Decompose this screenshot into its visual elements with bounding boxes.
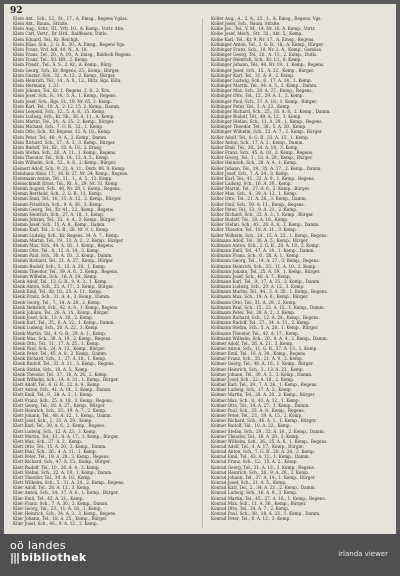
- directory-entry: Klein Peter, Tel., 46., 9. A., 2. Kemp., Damm.: [13, 134, 108, 140]
- directory-entry: Klemm Richard, Tel., 21. A. 27., Kemp., Bürger.: [13, 258, 114, 264]
- directory-entry: Klenk Johann, Tel., 26. A. 15., Kemp., Bürger.: [13, 309, 110, 315]
- directory-entry: Kolbinger Max, Sch., 20. A. 27., Kemp., Regens.: [211, 88, 313, 94]
- directory-entry: Kolbinger Rudolf, Tel., 49. A. 12., 3. Kemp.: [211, 113, 302, 119]
- directory-entry: Klein Michael, Sch., 7. G. B., 32., 1. Kemp.: [13, 124, 104, 130]
- directory-entry: Klett Theodor, Tel., 39. A. 10., Kemp.: [13, 474, 92, 480]
- directory-entry: Kolbinger Johann, Tel., 40. Nr. 19., 1. Kemp., Regens.: [211, 62, 325, 68]
- directory-entry: Klett Georg, Tel., 16. A. 27., Kemp., Bürger.: [13, 402, 106, 408]
- directory-entry: Koller Peter, Tel., 13., 9. A. 21., 2. Kemp.: [211, 206, 298, 212]
- directory-entry: Kolbinger Otto, Tel., 12., 29. A. 1., 2. Kemp.: [211, 93, 304, 99]
- directory-entry: Klemm Johann, Tel., 33., 4. A., 2. Kemp., Bürger.: [13, 217, 116, 223]
- directory-entry: Klenk Peter, Tel., 45. A. 8., 2. Kemp., Damm.: [13, 351, 108, 357]
- directory-entry: Klett Stefan, Sch., 22. A. 19., 1. Kemp., Damm.: [13, 469, 113, 475]
- directory-entry: Kolbinger Stefan, Sch., 11. A. 29., 1. Kemp., Regens.: [211, 119, 323, 125]
- directory-entry: Kolbinger Wilhelm, Sch., 22. A. 7., 2. Kemp., Bürger.: [211, 129, 323, 135]
- logo-text-bottom-label: bibliothek: [21, 551, 87, 564]
- directory-entry: Kollmann Martin, Tel., 44., 3. A. 20., 1. Kemp., Regens.: [211, 289, 328, 295]
- directory-entry: Klier Josef, Sch., 46., 9. A. 12., 2. Kemp.: [13, 521, 98, 527]
- directory-entry: Kollmann Emil, Tel., 47. A. 14., 1. Kemp., Damm.: [211, 248, 315, 254]
- directory-entry: Klein Josef, Sch., Rgs. St., 19. Nr. 65, 2. Kemp.: [13, 98, 112, 104]
- directory-entry: Klemm Paul, Sch., 30. A. 10., 2. Kemp., Damm.: [13, 253, 113, 259]
- directory-entry: Klein Karl, Tel., 10. A., 2. 12. 15. 2. Kemp., Damm.: [13, 103, 121, 109]
- column-divider: [202, 18, 203, 528]
- directory-entry: Klett Emil, Tel., 9., 28. A. 3., 1. Kemp.: [13, 392, 94, 398]
- directory-entry: Klier Emil, Tel., 42. A. 21., Kemp.: [13, 495, 84, 501]
- directory-entry: Kollmann Max, Sch., 19. A. 6., Kemp., Bürger.: [211, 294, 309, 300]
- directory-entry: Klier Heinrich, Sch., 34. A. 3., 3. Kemp., Regens.: [13, 511, 117, 516]
- directory-entry: Klett Franz, Sch., 25. A. 18., 3. Kemp., Regens.: [13, 397, 113, 403]
- directory-entry: Kolbinger Karl, Tel., 31. A. 9., 2. Kemp.: [211, 72, 295, 78]
- right-column: [211, 16, 389, 521]
- directory-entry: Kleinschmidt Ernst, Tel., Rt. A., 29. Nr. 31, Kemp.: [13, 181, 119, 186]
- directory-entry: Klenk Adolf, Tel., 12. G. B., 9. A. 3., 1. Kemp.: [13, 278, 108, 284]
- directory-entry: Klein Franz, Vrd. hdl. 40. N., A. 18.: [13, 46, 88, 52]
- directory-entry: Kolbinger Anton, Tel., 2. G. B., 18., A. Kemp., Bürger.: [211, 41, 324, 47]
- directory-entry: Kolbinger Peter, Tel., 3. A. 23., Kemp.: [211, 103, 291, 109]
- directory-entry: Klier Georg, Tel., 23., 11. A. 16., 1. Kemp.: [13, 505, 102, 511]
- directory-entry: Klett Josef, Sch., 2., 21. A. 29., Kemp.: [13, 418, 93, 424]
- directory-entry: Klein Wilhelm, Sch., 52., A. 8., 2. Kemp., Bürger.: [13, 160, 117, 166]
- directory-entry: Klein Ludwig, Sch., Kr. Sh., 36. A. 11., A. Kemp.: [13, 113, 115, 119]
- directory-entry: Klenk Otto, Tel., 11., 17. A. 25., 1. Kemp.: [13, 340, 100, 346]
- directory-entry: Klein Rudolf, Tel., Kr., 10. A. 19., 2. Emsg.: [13, 144, 103, 150]
- directory-entry: Kolmer Emil, Tel., 16. A. 30., Kemp., Regens.: [211, 351, 307, 357]
- directory-entry: Klett Rudolf, Tel., 10., 26. A. 4., 2. Kemp.: [13, 464, 100, 470]
- directory-entry: Klenk Richard, Sch., 3., 27. A. 16., 1. Kemp.: [13, 356, 107, 362]
- directory-entry: Koller Josef, Sch., 7. A. 24., 3. Kemp.: [211, 170, 289, 176]
- directory-entry: Klemm Wilhelm, Sch., 16. A. 24., Kemp.: [13, 273, 98, 279]
- directory-entry: Kolmer Wilhelm, Sch., 36., 25. A. 6., 1. Kemp., Regens.: [211, 438, 328, 444]
- directory-entry: Kolbinger Paul, Sch., 37. A. 18., 1. Kemp., Bürger.: [211, 98, 318, 104]
- directory-entry: Klein Gustav, Sch., 33., A. 13., 2. Kemp., Bürger.: [13, 72, 116, 78]
- directory-entry: Klenk Anton, Sch., 23. A. 17., 2. Kemp., Bürger.: [13, 284, 114, 290]
- directory-entry: Konrad Emil, Tel., 43. A. 11., 1. Kemp., Damm.: [211, 454, 310, 460]
- directory-entry: Kolbinger Georg, Tel., 26., A. 11., 2. Kemp., Dutls.: [211, 52, 318, 58]
- directory-entry: Kolbinger Josef, Sch., 15., A. 22., Kemp., Bürger.: [211, 67, 315, 73]
- directory-entry: Klein Leopold, Sch., 12., 5. A. 8., 15. Kemp.: [13, 108, 106, 114]
- directory-entry: Koller Franz, Sch., 45. A. 10., 2. Kemp., Regens.: [211, 150, 314, 156]
- directory-entry: Koller Ludwig, Sch., 16. A. 30., Kemp.: [211, 181, 292, 186]
- directory-entry: Klemm Martin, Tel., 19., 13. A. 2., 2. Kemp., Bürger.: [13, 237, 124, 243]
- directory-entry: Klett Adolf, Tel., 6. G. B., 22. A. 9., Kemp.: [13, 382, 101, 388]
- directory-entry: Koller Emil, Tel., 30., 24. A. 19., 3. Kemp.: [211, 144, 299, 150]
- directory-entry: Kollmann Otto, Tel., 31. A. 29., 2. Kemp.: [211, 299, 297, 305]
- directory-entry: Klett Peter, Tel., 19. A. 28., 3. Kemp., Regens.: [13, 454, 110, 460]
- directory-entry: Kolmer Heinrich, Sch., 3., 13. A. 23., Kemp.: [211, 366, 304, 372]
- directory-entry: Klier Anton, Sch., 14., 17. A. 6., 1. Kemp., Bürger.: [13, 490, 119, 496]
- directory-entry: Kolmer Theodor, Tel., 18. A. 29., 3. Kemp.: [211, 433, 300, 439]
- directory-entry: Klier Adolf, Tel., 28. A. 13., 3. Kemp.: [13, 485, 91, 491]
- directory-entry: Konrad Adolf, Tel., 4. A. 17., Kemp., Bürger.: [211, 443, 304, 449]
- directory-entry: Kolmer Georg, Tel., 48. A. 16., 1. Kemp., Bürger.: [211, 361, 314, 367]
- directory-entry: Klenk Franz, Sch., 31. A. 4., 3. Kemp., Damm.: [13, 294, 111, 300]
- directory-entry: Kolbe Karl, Tel., Kr. 9. Nr. 17., A. Emsg., Regens.: [211, 36, 315, 42]
- directory-entry: Kollmann Stefan, Sch., 5. A. 28., 1. Kemp., Bürger.: [211, 325, 319, 331]
- directory-entry: Kleinert Adolf, Sch., 9. 21. A. 11., Dsch. 80. 9. Kemp.: [13, 165, 126, 171]
- viewer-label: irlanda viewer: [338, 550, 388, 558]
- directory-entry: Koller Theodor, Tel., 10. A. 31., 3. Kemp.: [211, 227, 298, 233]
- directory-entry: Koller Georg, Tel., 1., 13. A. 28., Kemp., Bürger.: [211, 155, 313, 161]
- document-page: [4, 4, 396, 534]
- directory-entry: Kollmann Paul, Sch., 15., 23. A. 15., 1. Kemp., Damm.: [211, 304, 326, 310]
- directory-entry: Klett Heinrich, Sch., 33., 19. A. 7., 2. Kemp.: [13, 407, 107, 413]
- directory-entry: Klemm August, Sch., 40. Nr. 28, 1. Kemp., Regens.: [13, 186, 121, 192]
- page-number: 92: [10, 6, 23, 16]
- directory-entry: Klenk Stefan, Sch., 18. A. 5., Kemp.: [13, 366, 89, 372]
- directory-entry: Klemm Georg, Tel., Kr. 41., 22., Kemp., Regens.: [13, 206, 115, 212]
- directory-entry: Konrad Franz, Sch., 12., 15. A. 2., Kemp.: [211, 459, 298, 465]
- directory-entry: Kolmer Rudolf, Tel., 10. A. 22., Kemp.: [211, 423, 291, 429]
- directory-entry: Klett Johann, Tel., 48. A. 12., 1. Kemp., Damm.: [13, 413, 112, 419]
- directory-entry: Kolmer Martin, Tel., 28. A. 20., 2. Kemp., Bürger.: [211, 392, 316, 398]
- directory-entry: Klenk Heinrich, Sch., 42. A. 9., 1. Kemp., Regens.: [13, 304, 119, 310]
- directory-entry: Kolbe Josef, Mech., Str., 32., Abt. 5., Kemp.: [211, 31, 303, 37]
- directory-entry: Klein Johann, Tel., Kr. 1. Regens, 2. 8., 2. Krn.: [13, 88, 111, 94]
- directory-entry: Kolmer Otto, Tel., 14. A. 27., 3. Kemp., Damm.: [211, 402, 310, 408]
- directory-entry: Klein Ant., Baum., Straße.: [13, 21, 69, 27]
- directory-entry: Koller Johann, Tel., 19., 35. A. 17., 2. Kemp., Damm.: [211, 165, 322, 171]
- library-logo: [10, 540, 87, 564]
- directory-entry: Koller Martin, Tel., 27. A. 6., 2. Kemp., Bürger.: [211, 186, 311, 192]
- directory-entry: Kolmer Ludwig, Sch., 17. A. 3., Kemp.: [211, 387, 292, 393]
- directory-entry: Kolbe Jos., Tel., V. M., 14. Nr. 16, A. Kemp., Vortr.: [211, 26, 316, 32]
- directory-entry: Klenk Josef, Sch., 13. A. 30., 2. Kemp.: [13, 315, 94, 321]
- directory-entry: Klenk Max, Sch., 38. A. 19., 2. Kemp., Regens.: [13, 335, 112, 341]
- directory-entry: Koller Anton, Sch., 17. A. 2., Kemp., Damm.: [211, 139, 304, 145]
- directory-entry: Klenk Rudolf, Tel., 32. A. 21., 3. Kemp., Regens.: [13, 361, 115, 367]
- directory-entry: Konrad Johann, Tel., 37. A. 14., 1. Kemp., Bürger.: [211, 474, 316, 480]
- directory-entry: Kolbinger Heinrich, Sch., Kr. 13., 8. Kemp.: [211, 57, 302, 63]
- directory-entry: Kolbinger Franz, Sch., 10. Nr. 2. A., Kemp., Gemäss.: [211, 46, 323, 52]
- left-column: [13, 16, 191, 526]
- directory-entry: Kolmer Johann, Tel., 30. A. 5., 3. Kemp., Damm.: [211, 371, 313, 377]
- directory-entry: Konrad Ludwig, Sch., 16. A. 9., 3. Kemp.: [211, 490, 298, 496]
- directory-entry: Koller Paul, Sch., 50. A. 11., Kemp., Regens.: [211, 201, 305, 207]
- directory-entry: Klein Richard, Sch., 17., A. 3., 3. Kemp., Bürger.: [13, 139, 116, 145]
- directory-entry: Klett Wilhelm, Sch., 5., 31. A. 24., 2. Kemp., Regens.: [13, 480, 125, 486]
- directory-entry: Kollmann Rudolf, Tel., 27., 34. A. 11., 2. Kemp.: [211, 320, 311, 326]
- directory-entry: Kolmer Peter, Tel., 23., 19. A. 15., 2. Kemp.: [211, 413, 303, 419]
- directory-entry: Klein Friedr., Tel., S. S., 2. Kr., A. Kemp., Bürg.: [13, 62, 113, 68]
- directory-entry: Klett Karl, Tel., 30. A. 6., 2. Kemp., Regens.: [13, 423, 106, 429]
- directory-entry: Konrad Paul, Sch., 38., 18. A. 23., 1. Kemp., Damm.: [211, 511, 321, 516]
- directory-entry: Kolmer Max, Sch., 8., 41. A. 12., 1. Kemp.: [211, 397, 300, 403]
- directory-entry: Kollmann Wilhelm, Sch., 20., 8. A. 4., 2. Kemp., Damm.: [211, 335, 328, 341]
- directory-entry: Koller Josef, Sch., Baum. Straße.: [211, 21, 281, 27]
- directory-entry: Klenk Wilhelm, Sch., 14. A. 31., 1. Kemp., Bürger.: [13, 376, 119, 382]
- directory-entry: Klenk Theodor, Tel., 37., 10. A. 26., 2. Kemp.: [13, 371, 108, 377]
- directory-entry: Kollmann Adolf, Tel., 36. A. 5., Kemp., Bürger.: [211, 237, 309, 243]
- directory-entry: Klein Carl, Vertr., Dr. Hrd., Raiffeisen, Dutls.: [13, 31, 108, 37]
- directory-entry: Konrad Otto, Tel., 24. A. 7., 2. Kemp.: [211, 505, 290, 511]
- logo-text-bottom: [10, 552, 87, 564]
- directory-entry: Kolmer Josef, Sch., 22. A. 18., 2. Kemp.: [211, 376, 295, 382]
- directory-entry: Konrad Karl, Tel., 2., 34. A. 21., 2. Kemp., Damm.: [211, 485, 316, 491]
- directory-entry: Kolbinger Ludwig, Sch., 6., 17. A. 14., 1. Kemp.: [211, 77, 312, 83]
- directory-entry: Kleinmann Anton, Tel., 11., 1., A. 5., 12. Kemp.: [13, 175, 113, 181]
- directory-entry: Kolmer Paul, Sch., 33. A. 8., Kemp., Regens.: [211, 407, 305, 413]
- directory-entry: Koller Richard, Sch., 32. A. 3., 1. Kemp., Bürger.: [211, 211, 314, 217]
- directory-entry: Klett Richard, Sch., 47. A. 15., Kemp., Bürger.: [13, 459, 111, 465]
- directory-entry: Klein Franz, Tel., 20., A. 19., A. Emsg., Baldoch Regens.: [13, 52, 132, 58]
- directory-entry: Koller Max, Sch., 4., 39. A. 13., 1. Kemp.: [211, 191, 298, 197]
- directory-entry: Kollmann Johann, Tel., 25. A. 19., 1. Kemp., Bürger.: [211, 268, 321, 274]
- viewer-footer: [0, 534, 400, 576]
- directory-entry: Klein Aug., Schr., III., Vrb. 10., A. Kemp., Vortr. Abn.: [13, 26, 125, 32]
- logo-bars-icon: |||: [10, 551, 20, 564]
- directory-entry: Klemm Josef, Sch., 15. A. 8., Kemp., Damm.: [13, 222, 106, 228]
- directory-entry: Klenk Martin, Tel., 4. G. B., 29. A. 1., Kemp.: [13, 330, 107, 336]
- directory-entry: Klemm Rudolf, Sch., 5., 13. A. 20., 1. Kemp.: [13, 263, 107, 269]
- directory-entry: Konrad Josef, Sch., 21. A. 5., Kemp.: [211, 480, 287, 486]
- directory-entry: Klein Otto, Sch., Kr. Regens, 22. A. 18., Kemp.: [13, 129, 112, 135]
- directory-entry: Kleinhans Alois, 17., 16. B. 27. Nr. 34, Kemp., Regens.: [13, 170, 129, 176]
- directory-entry: Klett Ludwig, Sch., 12. A. 23., 3. Kemp.: [13, 428, 97, 434]
- directory-entry: Kolmer Richard, Sch., 46. A. 1., 1. Kemp., Bürger.: [211, 418, 317, 424]
- directory-entry: Kolmer Adolf, Tel., 26. A. 21., 3. Kemp.: [211, 340, 294, 346]
- directory-entry: Klemm Emil, Tel., 16., 15. A. 12., 2. Kemp., Bürger.: [13, 196, 122, 202]
- directory-entry: Klenk Ludwig, Sch., 20. A. 22., 3. Kemp.: [13, 325, 99, 331]
- directory-entry: Klein Ant., Sch., 12., St., 17., A. Emsg., Regens Vgäss.: [13, 16, 129, 21]
- directory-entry: Kolmer Anton, Sch., 11. G. B., 37. A. 13., 1. Kemp.: [211, 346, 318, 351]
- directory-entry: Klein Eduard, Tel., Kr. Reichgt.: [13, 36, 79, 42]
- directory-entry: Klein Franz, Tel., 50. Hft., 2. Kemp.: [13, 57, 89, 63]
- directory-entry: Klein Martin, Tel., 24., A. 15., 2. Kemp., Bürger.: [13, 119, 115, 125]
- directory-entry: Klenk Paul, Sch., 24. A. 13., Kemp., Bürger.: [13, 346, 106, 351]
- directory-entry: Kolbinger Martin, Tel., 44. A. 5., 3. Kemp., Damm.: [211, 83, 318, 89]
- directory-entry: Konrad Georg, Tel., 31. A. 19., 3. Kemp., Regens.: [211, 464, 316, 470]
- directory-entry: Koller Otto, Tel., 21. A. 26., 3. Kemp., Damm.: [211, 196, 307, 202]
- directory-entry: Klenk Georg, Tel., 7., 14. A. 28., 2. Kemp.: [13, 299, 101, 305]
- directory-entry: Klemm Karl, Tel., 2. G. B., 26. Nr. 9, 1. Kemp.: [13, 227, 110, 233]
- logo-text-top: oö landes: [10, 539, 66, 552]
- directory-entry: Klier Franz, Sch., 7. A. 30., 2. Kemp., Damm.: [13, 500, 109, 506]
- directory-entry: Kollmann Anton, Sch., 2. G. B., 20. A. 18., 2. Kemp.: [211, 242, 320, 248]
- directory-entry: Koller Karl, Tel., 41., 22. A. 9., 1. Kemp., Regens.: [211, 175, 316, 181]
- directory-entry: Konrad Max, Sch., 11. A. 30., Kemp., Bürger.: [211, 500, 307, 506]
- directory-entry: Klemm Friedrich, Sch., 9. A. 36., 3. Kemp.: [13, 201, 103, 207]
- directory-entry: Kollmann Peter, Tel., 38. A. 2., 3. Kemp.: [211, 309, 296, 315]
- directory-entry: Klenk Emil, Tel., Kr. 18., 25. A. 11., Kemp.: [13, 289, 103, 295]
- directory-entry: Kollmann Georg, Tel., 14. A. 27., 3. Kemp., Regens.: [211, 258, 320, 264]
- directory-entry: Klemm Ludwig, Sch., Kr. Regens, 34. A. 7., Kemp.: [13, 232, 119, 238]
- directory-entry: Kollmann Karl, Tel., 9., 17. A. 25., 2. Kemp., Damm.: [211, 278, 321, 284]
- directory-entry: Kolbinger Theodor, Tel., 38., 5. A. 20., Kemp.: [211, 124, 307, 130]
- directory-entry: Klemm Otto, Tel., 8., 12. A. 14., 3. Kemp.: [13, 248, 100, 254]
- directory-entry: Klett Anton, Sch., 41. A. 14., 2. Kemp., Damm.: [13, 387, 112, 393]
- directory-entry: Kolmer Franz, Sch., 35., 21. A. 9., 2. Kemp.: [211, 356, 303, 362]
- directory-entry: Klein Stefan, Sch., 28., A. 11., 1. Kemp., Regens.: [13, 150, 117, 156]
- directory-entry: Kolmer Stefan, Sch., 29., 32. A. 10., 2. Kemp., Damm.: [211, 428, 325, 434]
- directory-entry: Klein Georg, Sch., Kr. Regens, 25., Kemp., Bürger.: [13, 67, 120, 73]
- directory-entry: Klein Hermann, 1. 21.: [13, 83, 60, 89]
- directory-entry: Kollmann Richard, Sch., 12. A. 24., Kemp., Regens.: [211, 315, 320, 321]
- directory-entry: Konrad Heinrich, Sch., 26., 9. A. 28., 2. Kemp.: [211, 469, 310, 475]
- directory-entry: Koller Rudolf, Tel., 18. A. 16., Kemp.: [211, 217, 289, 223]
- directory-entry: Kollmann Theodor, Tel., 42. A. 17., Kemp.: [211, 330, 300, 336]
- directory-entry: Klein Josef, Sch., 8., 14., 5. A., 1. Kemp., Regens.: [13, 93, 117, 99]
- directory-entry: Klemm Berthold, Sch., 2. G. B., 11. Kemp.: [13, 191, 102, 197]
- directory-entry: Klein Heinrich, Tel., 14., A. 8., 12., Blitz, Rgs. Köln.: [13, 77, 122, 83]
- directory-entry: Kolmer Karl, Tel., 39., 7. A. 26., 1. Kemp., Regens.: [211, 382, 318, 388]
- directory-entry: Koller Heinrich, Sch., 28. A. 4., 1. Kemp.: [211, 160, 298, 166]
- directory-entry: Klett Martin, Tel., 43., 8. A. 17., 1. Kemp., Bürger.: [13, 433, 120, 439]
- directory-entry: Kollmann Josef, Sch., 40. A. 7., Kemp.: [211, 273, 292, 279]
- directory-entry: Koller Wilhelm, Sch., 24., 15. A. 22., 1. Kemp., Regens.: [211, 232, 328, 238]
- directory-entry: Klein Theodor, Tel., Sch. 14., 12. A. 5., Kemp.: [13, 155, 110, 161]
- directory-entry: Konrad Peter, Tel., 6. A. 12., 3. Kemp.: [211, 516, 291, 522]
- directory-entry: Klein Elias, Sch., 2. G. B., 30., A. Emsg., Regens Vgs.: [13, 41, 126, 47]
- directory-entry: Kolbinger Richard, Sch., 25., 16. A. 8., 2. Kemp., Damm.: [211, 108, 331, 114]
- directory-entry: Klett Max, Sch., 27. A. 2., Kemp.: [13, 438, 83, 444]
- directory-entry: Koller Stefan, Sch., 43., 26. A. 8., 2. Kemp., Damm.: [211, 222, 320, 228]
- directory-entry: Kollmann Franz, Sch., 6., 28. A. 1., Kemp.: [211, 253, 300, 259]
- directory-entry: Klemm Max, Sch., 44. A. 16., 1. Kemp., Regens.: [13, 242, 115, 248]
- directory-entry: Kollmann Heinrich, Sch., 33., 11. A. 10., 2. Kemp.: [211, 263, 317, 269]
- directory-entry: Kollmann Ludwig, Sch., 29. A. 12., 3. Kemp.: [211, 284, 305, 290]
- directory-entry: Klemm Heinrich, Sch., 27. A. 18., 1. Kemp.: [13, 211, 105, 217]
- directory-entry: Klenk Karl, Tel., 35., 6. A. 12., 1. Kemp., Damm.: [13, 320, 115, 326]
- directory-entry: Klemm Theodor, Tel., 39. A. 6., 2. Kemp., Regens.: [13, 268, 119, 274]
- directory-entry: Koller Aug., A., 2. A., 25., 1., A. Emsg., Regens, Vgs.: [211, 16, 322, 21]
- directory-entry: Konrad Martin, Tel., 45., 27. A. 16., 1. Kemp., Regens.: [211, 495, 326, 501]
- directory-entry: Klett Otto, Tel., 15. A. 20., 2. Kemp., Damm.: [13, 443, 107, 449]
- directory-entry: Konrad Anton, Sch., 7. G. B., 20. A. 24., 2. Kemp.: [211, 449, 315, 455]
- directory-entry: Koller Adolf, Tel., 8. G. B., 33. A. 15., 1. Kemp.: [211, 134, 309, 140]
- directory-entry: Klett Paul, Sch., 36., 4. A. 11., 1. Kemp.: [13, 449, 97, 455]
- directory-entry: Klier Johann, Tel., 18. A. 25., Kemp., Bürger.: [13, 516, 108, 522]
